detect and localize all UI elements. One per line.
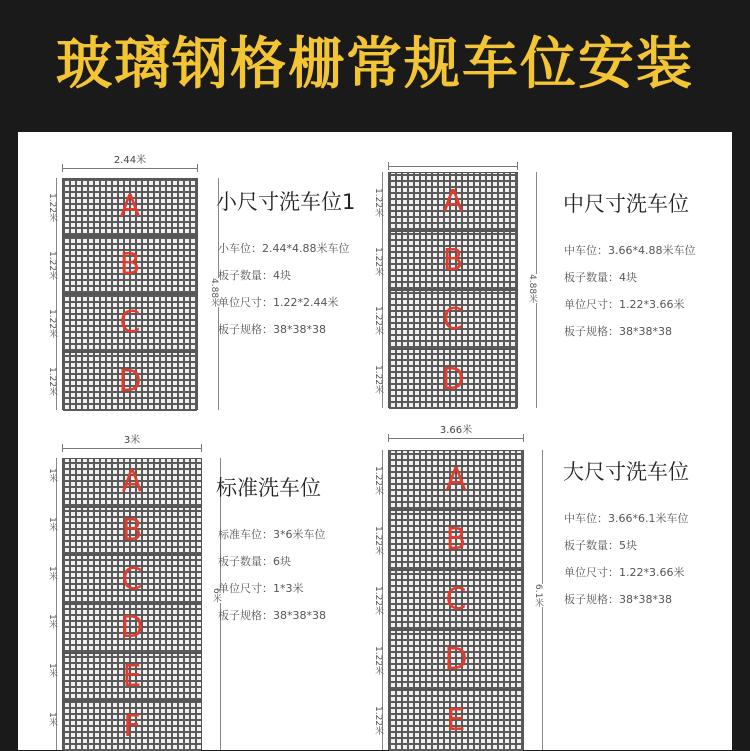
- panel-letter: D: [444, 642, 468, 677]
- height-label: 6米: [211, 588, 221, 603]
- segment-height-label: 1米: [47, 517, 57, 532]
- spec-line: 单位尺寸：1.22*3.66米: [564, 566, 685, 579]
- width-dimension: [62, 152, 198, 169]
- panel-letter: B: [445, 522, 467, 557]
- spec-line: 板子规格：38*38*38: [218, 323, 326, 336]
- panel-letter: D: [120, 610, 144, 646]
- grating-panel: [63, 654, 201, 703]
- spec-line: 中车位：3.66*4.88米车位: [564, 244, 696, 257]
- height-label: 4.88米: [527, 274, 537, 304]
- height-label: 4.88米: [209, 278, 219, 308]
- spec-line: 标准车位：3*6米车位: [218, 528, 326, 541]
- segment-height-label: 1.22米: [373, 526, 383, 556]
- segment-height-label: 1.22米: [373, 706, 383, 736]
- plan-title: 中尺寸洗车位: [563, 192, 689, 216]
- panel-letter: A: [445, 462, 467, 497]
- grating-plan: [388, 450, 524, 750]
- spec-line: 单位尺寸：1.22*3.66米: [564, 298, 685, 311]
- width-label: 2.44米: [113, 155, 147, 166]
- panel-letter: C: [445, 582, 467, 617]
- spec-line: 单位尺寸：1.22*2.44米: [218, 296, 339, 309]
- spec-line: 板子规格：38*38*38: [564, 325, 672, 338]
- grating-panel: [63, 237, 197, 295]
- panel-letter: B: [442, 242, 464, 278]
- grating-panel: [63, 459, 201, 508]
- width-dimension: [388, 150, 518, 167]
- width-dimension: [388, 422, 524, 439]
- grating-panel: [63, 295, 197, 353]
- width-label: 3.66米: [439, 425, 473, 436]
- grating-panel: [389, 291, 517, 350]
- panel-letter: C: [121, 561, 143, 597]
- grating-plan: [62, 458, 202, 750]
- grating-panel: [389, 511, 523, 571]
- panel-letter: A: [121, 464, 143, 500]
- spec-line: 小车位：2.44*4.88米车位: [218, 242, 350, 255]
- segment-height-label: 1.22米: [373, 466, 383, 496]
- grating-panel: [63, 702, 201, 751]
- panel-letter: F: [123, 708, 141, 744]
- grating-panel: [63, 556, 201, 605]
- spec-line: 板子规格：38*38*38: [218, 609, 326, 622]
- spec-line: 板子数量：4块: [564, 271, 637, 284]
- segment-height-label: 1米: [47, 565, 57, 581]
- spec-line: 板子数量：5块: [564, 539, 637, 552]
- segment-height-label: 1.22米: [373, 646, 383, 676]
- plan-title: 大尺寸洗车位: [563, 460, 689, 484]
- grating-panel: [389, 631, 523, 691]
- segment-height-label: 1米: [47, 468, 57, 484]
- segment-height-label: 1.22米: [373, 364, 383, 394]
- segment-height-label: 1.22米: [373, 586, 383, 616]
- header-banner: [0, 0, 750, 132]
- grating-panel: [389, 173, 517, 232]
- grating-panel: [63, 605, 201, 654]
- spec-line: 板子规格：38*38*38: [564, 593, 672, 606]
- width-dimension: [62, 432, 202, 449]
- segment-height-label: 1.22米: [373, 305, 383, 335]
- panel-letter: D: [441, 361, 465, 397]
- panel-letter: E: [446, 703, 466, 738]
- grating-panel: [63, 508, 201, 557]
- page-title: 玻璃钢格栅常规车位安装: [56, 32, 694, 97]
- spec-line: 单位尺寸：1*3米: [218, 582, 304, 595]
- grating-panel: [389, 350, 517, 409]
- segment-height-label: 1.22米: [47, 193, 57, 223]
- width-label: 3米: [123, 435, 141, 446]
- grating-panel: [389, 571, 523, 631]
- panel-letter: E: [122, 658, 142, 694]
- segment-height-label: 1.22米: [373, 246, 383, 276]
- segment-height-label: 1米: [47, 711, 57, 727]
- panel-letter: A: [442, 183, 464, 219]
- plan-title: 小尺寸洗车位1: [216, 190, 356, 214]
- spec-line: 板子数量：6块: [218, 555, 291, 568]
- spec-line: 板子数量：4块: [218, 269, 291, 282]
- segment-height-label: 1.22米: [47, 309, 57, 339]
- grating-plan: [62, 178, 198, 410]
- panel-letter: C: [119, 305, 141, 340]
- grating-panel: [389, 451, 523, 511]
- panel-letter: B: [121, 512, 143, 548]
- segment-height-label: 1米: [47, 663, 57, 678]
- panel-letter: A: [119, 189, 141, 224]
- grating-panel: [389, 232, 517, 291]
- segment-height-label: 1.22米: [373, 187, 383, 217]
- grating-panel: [63, 179, 197, 237]
- diagram-panel: [18, 132, 732, 750]
- panel-letter: C: [442, 301, 464, 337]
- segment-height-label: 1.22米: [47, 251, 57, 281]
- segment-height-label: 1.22米: [47, 367, 57, 397]
- panel-letter: B: [119, 247, 141, 282]
- spec-line: 中车位：3.66*6.1米车位: [564, 512, 689, 525]
- grating-panel: [63, 353, 197, 411]
- segment-dimension-line: [56, 458, 57, 750]
- plan-title: 标准洗车位: [216, 476, 321, 500]
- grating-plan: [388, 172, 518, 408]
- panel-letter: D: [118, 364, 142, 399]
- height-label: 6.1米: [533, 584, 543, 608]
- grating-panel: [389, 691, 523, 751]
- segment-height-label: 1米: [47, 614, 57, 630]
